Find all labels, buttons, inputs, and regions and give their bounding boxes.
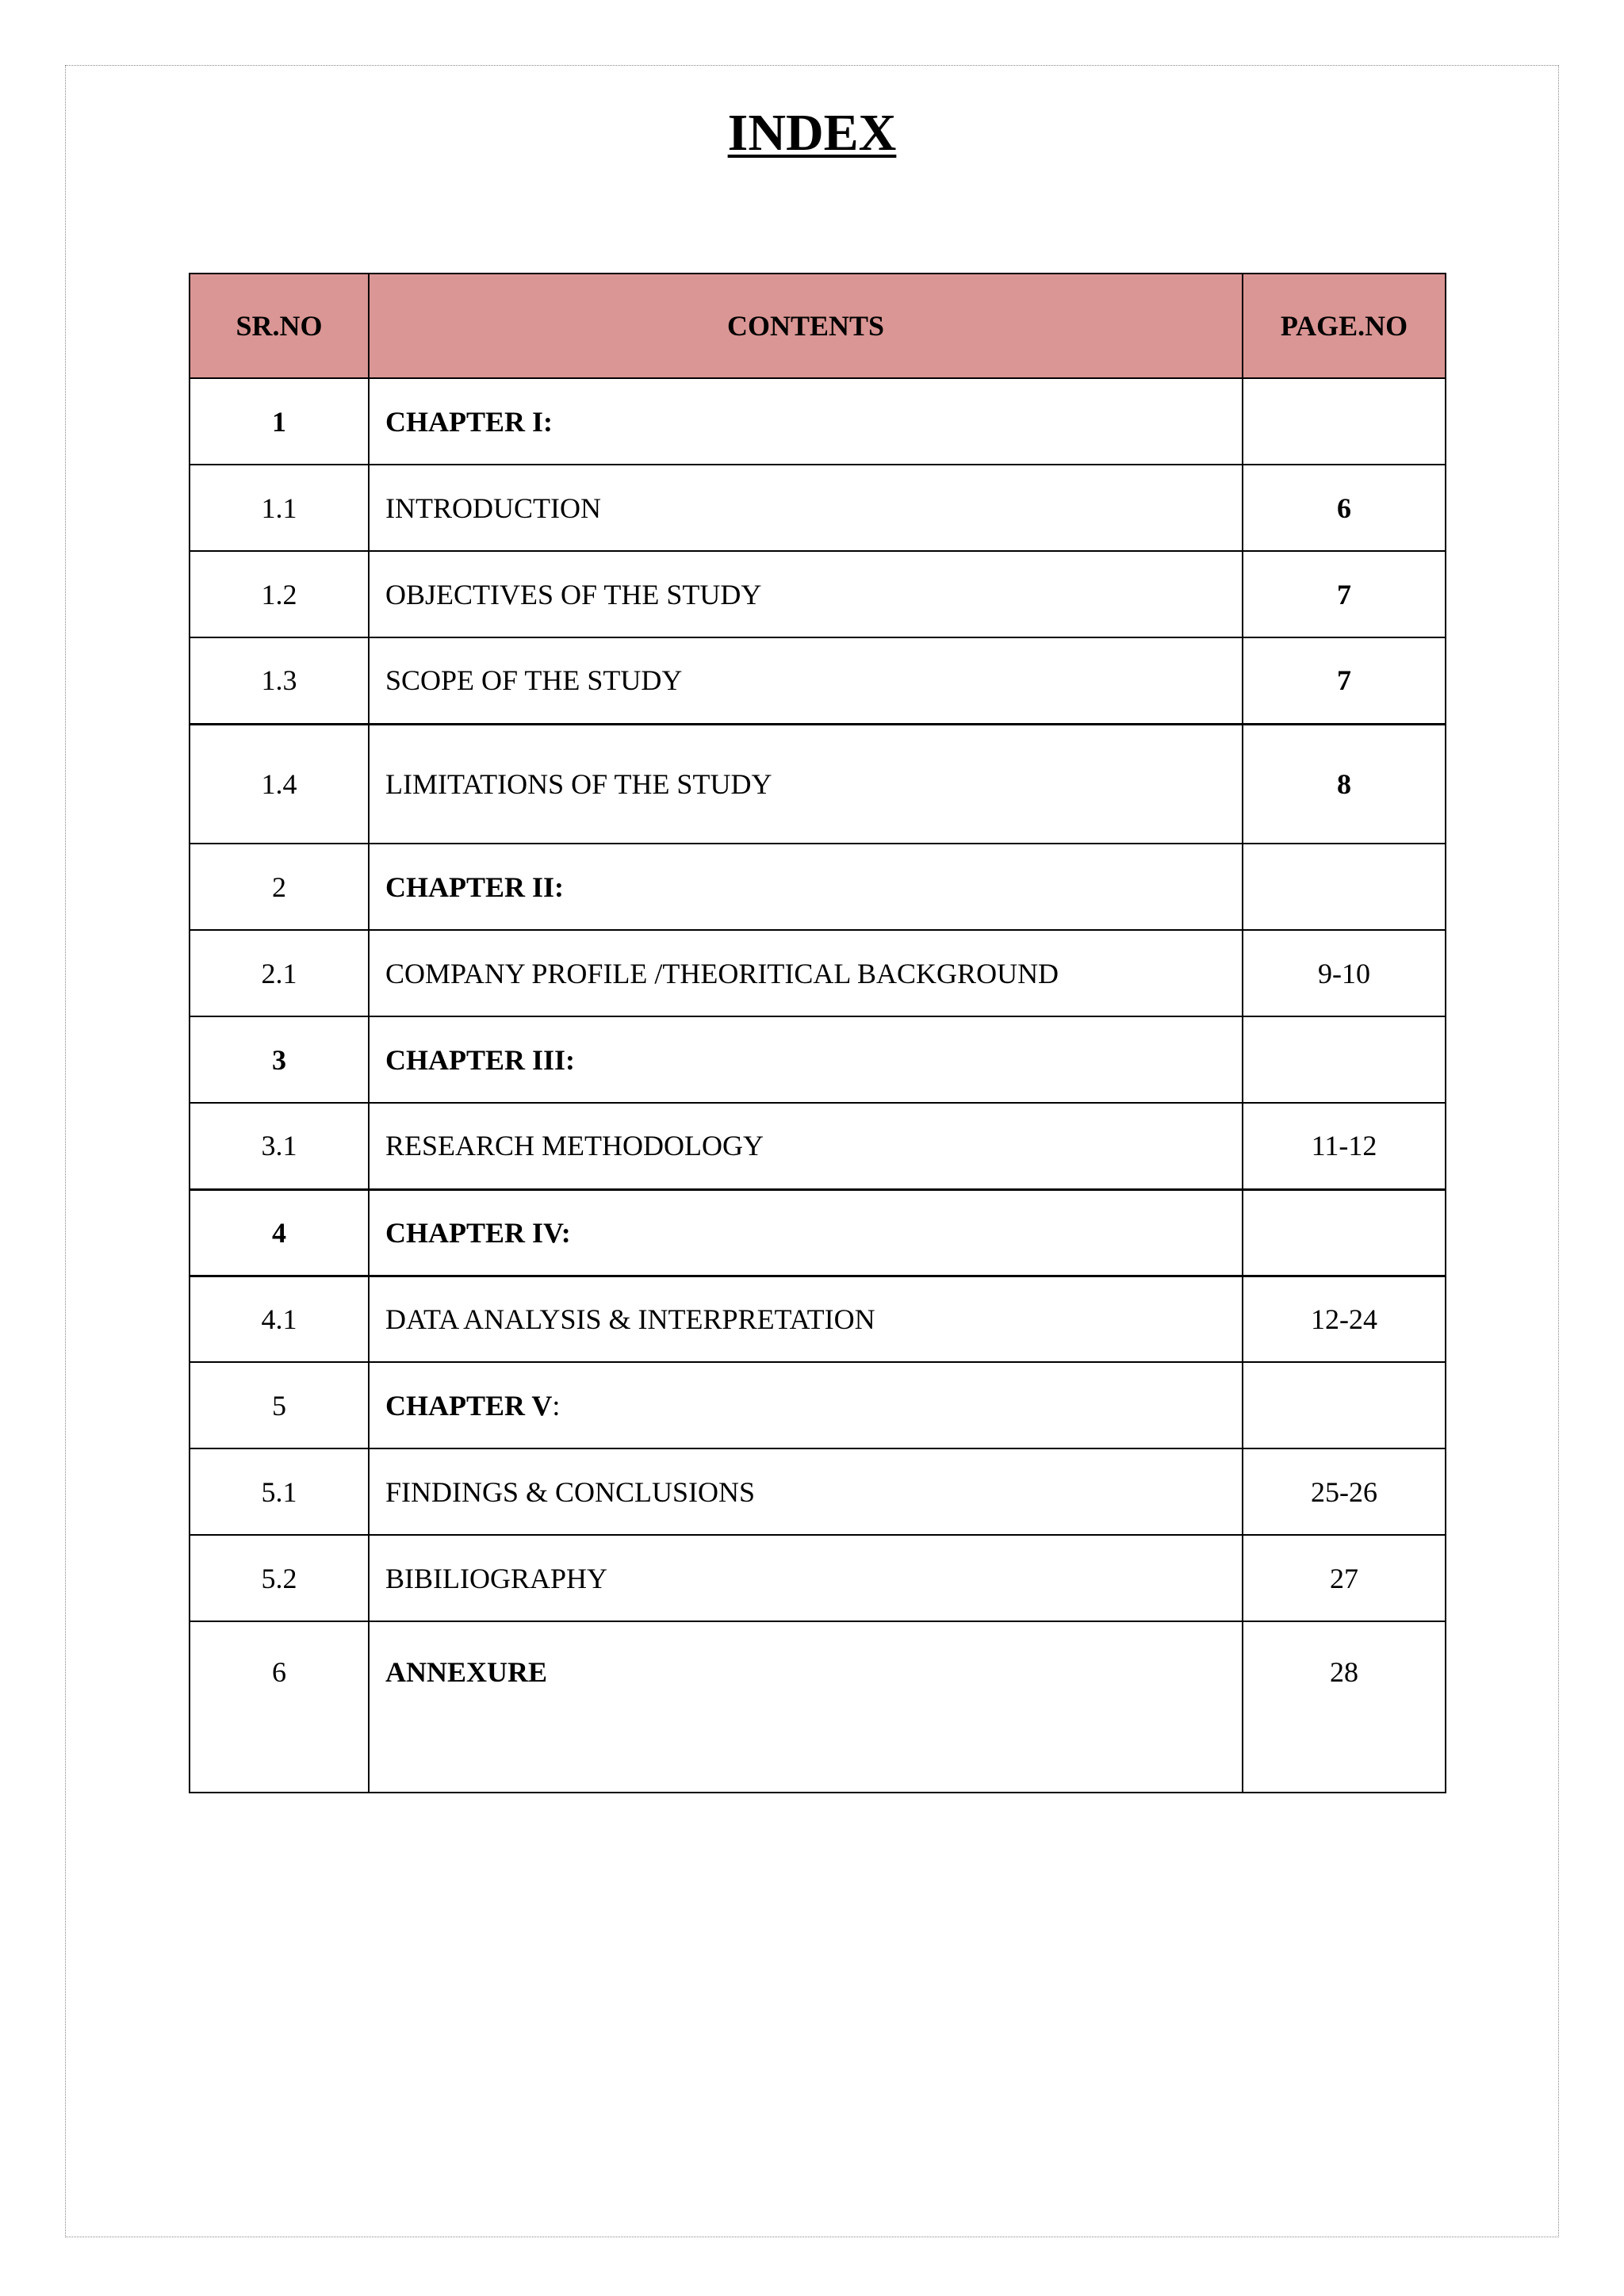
- sr-cell: 4.1: [190, 1276, 369, 1362]
- table-row: [190, 930, 1446, 1016]
- page-cell: [1243, 844, 1446, 930]
- content-cell: CHAPTER IV:: [369, 1189, 1243, 1276]
- table-row: [190, 1189, 1446, 1276]
- table-row: [190, 1016, 1446, 1103]
- table-row: [190, 844, 1446, 930]
- page-cell: [1243, 1362, 1446, 1448]
- content-cell: ANNEXURE: [369, 1621, 1243, 1793]
- content-suffix: :: [552, 1389, 561, 1422]
- page-cell: 27: [1243, 1535, 1446, 1621]
- content-cell: RESEARCH METHODOLOGY: [369, 1103, 1243, 1189]
- table-row: [190, 1103, 1446, 1189]
- page-cell: 8: [1243, 724, 1446, 844]
- sr-cell: 2.1: [190, 930, 369, 1016]
- sr-cell: 1.2: [190, 551, 369, 637]
- table-row: [190, 1535, 1446, 1621]
- content-text: CHAPTER V: [385, 1389, 553, 1422]
- table-row: [190, 1621, 1446, 1793]
- page-cell: 12-24: [1243, 1276, 1446, 1362]
- sr-cell: 6: [190, 1621, 369, 1793]
- page-cell: 25-26: [1243, 1448, 1446, 1535]
- sr-cell: 1.4: [190, 724, 369, 844]
- content-cell: LIMITATIONS OF THE STUDY: [369, 724, 1243, 844]
- table-header-row: [190, 274, 1446, 378]
- page-cell: [1243, 1016, 1446, 1103]
- page-cell: [1243, 1189, 1446, 1276]
- content-cell: OBJECTIVES OF THE STUDY: [369, 551, 1243, 637]
- table-row: [190, 378, 1446, 465]
- page-title: [0, 101, 1624, 165]
- sr-cell: 1.3: [190, 637, 369, 724]
- header-sr-no: SR.NO: [190, 274, 369, 378]
- table-row: [190, 637, 1446, 724]
- content-cell: CHAPTER II:: [369, 844, 1243, 930]
- content-cell: SCOPE OF THE STUDY: [369, 637, 1243, 724]
- table-row: [190, 465, 1446, 551]
- content-cell: CHAPTER III:: [369, 1016, 1243, 1103]
- page-cell: 6: [1243, 465, 1446, 551]
- page-cell: 7: [1243, 551, 1446, 637]
- page-cell: 7: [1243, 637, 1446, 724]
- sr-cell: 5.1: [190, 1448, 369, 1535]
- table-row: [190, 551, 1446, 637]
- content-cell: [369, 1362, 1243, 1448]
- sr-cell: 5: [190, 1362, 369, 1448]
- sr-cell: 1.1: [190, 465, 369, 551]
- content-cell: CHAPTER I:: [369, 378, 1243, 465]
- table-row: [190, 1448, 1446, 1535]
- table-row: [190, 1362, 1446, 1448]
- sr-cell: 3: [190, 1016, 369, 1103]
- sr-cell: 2: [190, 844, 369, 930]
- index-table: [189, 273, 1446, 1793]
- page-cell: [1243, 378, 1446, 465]
- content-cell: FINDINGS & CONCLUSIONS: [369, 1448, 1243, 1535]
- content-cell: BIBILIOGRAPHY: [369, 1535, 1243, 1621]
- index-title: INDEX: [727, 104, 897, 162]
- sr-cell: 4: [190, 1189, 369, 1276]
- page-cell: 11-12: [1243, 1103, 1446, 1189]
- table-row: [190, 1276, 1446, 1362]
- page-cell: 9-10: [1243, 930, 1446, 1016]
- sr-cell: 1: [190, 378, 369, 465]
- sr-cell: 5.2: [190, 1535, 369, 1621]
- content-cell: COMPANY PROFILE /THEORITICAL BACKGROUND: [369, 930, 1243, 1016]
- sr-cell: 3.1: [190, 1103, 369, 1189]
- content-cell: DATA ANALYSIS & INTERPRETATION: [369, 1276, 1243, 1362]
- table-row: [190, 724, 1446, 844]
- page-cell: 28: [1243, 1621, 1446, 1793]
- header-contents: CONTENTS: [369, 274, 1243, 378]
- content-cell: INTRODUCTION: [369, 465, 1243, 551]
- header-page-no: PAGE.NO: [1243, 274, 1446, 378]
